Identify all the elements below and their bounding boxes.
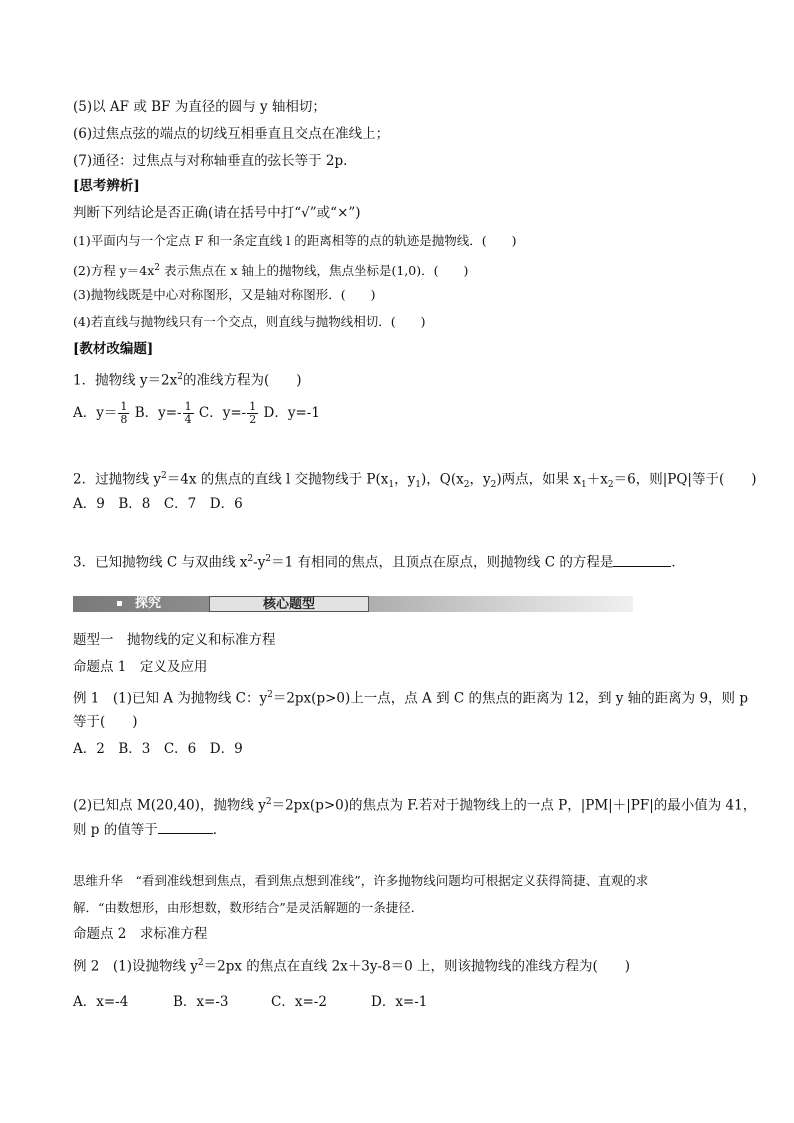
frac-den: 8: [120, 413, 128, 426]
q2-a: 2．过抛物线 y: [73, 471, 162, 488]
judge-2-a: (2)方程 y＝4x: [73, 263, 155, 279]
ex1-2-end: ．: [212, 822, 227, 838]
q2-g: ＋x: [586, 471, 608, 488]
type-1: [73, 631, 276, 649]
example-1-cont: [73, 713, 138, 731]
judge-3: [73, 286, 375, 304]
ex1-2-b: ＝2px(p>0)的焦点为 F.若对于抛物线上的一点 P，|PM|＋|PF|的最小值为 41，: [271, 797, 757, 814]
judge-2: [73, 259, 468, 280]
ex2-option-d: D．x=-1: [371, 994, 428, 1010]
example-1: [73, 686, 748, 708]
banner-label-explore: 探究: [135, 596, 162, 611]
ex1-2-answer-blank[interactable]: [158, 820, 213, 834]
q2-e: ，y: [469, 471, 491, 488]
point-2-text: 命题点 2 求标准方程: [73, 926, 208, 942]
q3-sup2: 2: [265, 554, 272, 564]
question-3: [73, 550, 685, 572]
q1-option-d: D．y=-1: [263, 405, 320, 421]
ex2-sup: 2: [197, 958, 204, 968]
frac-den: 4: [184, 413, 192, 426]
property-7-text: (7)通径：过焦点与对称轴垂直的弦长等于 2p.: [73, 153, 348, 169]
ex1-b: ＝2px(p>0)上一点，点 A 到 C 的焦点的距离为 12，到 y 轴的距离为 9，则 p: [272, 690, 748, 707]
q1-option-a: A．y＝: [73, 405, 118, 421]
q3-a: 3．已知抛物线 C 与双曲线 x: [73, 554, 248, 571]
insight-a: 思维升华 “看到准线想到焦点，看到焦点想到准线”，许多抛物线问题均可根据定义获得简捷、直观的求: [73, 873, 649, 888]
q1-a: 1．抛物线 y＝2x: [73, 372, 178, 389]
ex2-option-a: A．x=-4: [73, 994, 129, 1010]
example-1-options: [73, 740, 243, 758]
frac-den: 2: [249, 413, 257, 426]
question-2: [73, 467, 756, 494]
q2-b: ＝4x 的焦点的直线 l 交抛物线于 P(x: [166, 471, 389, 488]
q3-sup1: 2: [247, 554, 254, 564]
think-header: [73, 177, 140, 195]
q2-h: ＝6，则|PQ|等于( ): [613, 471, 757, 488]
question-2-options: [73, 495, 243, 513]
judge-4-text: (4)若直线与抛物线只有一个交点，则直线与抛物线相切．( ): [73, 314, 426, 329]
q2-sub5: 1: [581, 480, 587, 491]
q1-b: 的准线方程为( ): [182, 372, 302, 389]
property-6: [73, 125, 389, 143]
q1-c-fraction: [247, 401, 258, 426]
section-banner: [73, 596, 633, 614]
ex1-2-c: 则 p 的值等于: [73, 822, 158, 838]
point-1: [73, 658, 207, 676]
frac-num: 1: [249, 400, 257, 413]
ex2-a: 例 2 (1)设抛物线 y: [73, 958, 198, 975]
example-2-options: [73, 993, 427, 1011]
judge-3-text: (3)抛物线既是中心对称图形，又是轴对称图形．( ): [73, 287, 376, 302]
type-1-text: 题型一 抛物线的定义和标准方程: [73, 632, 276, 648]
example-1-part-2: [73, 793, 756, 815]
example-1-part-2-cont: [73, 820, 226, 839]
q1-a-fraction: [118, 401, 129, 426]
insight: [73, 872, 648, 890]
property-5-text: (5)以 AF 或 BF 为直径的圆与 y 轴相切；: [73, 99, 326, 115]
q1-b-fraction: [183, 401, 194, 426]
ex2-option-c: C．x=-2: [271, 994, 327, 1010]
q3-b: -y: [253, 554, 266, 571]
point-2: [73, 925, 207, 943]
insight-cont: [73, 899, 423, 917]
q3-end: ．: [671, 554, 685, 571]
judge-1: [73, 232, 517, 250]
frac-num: 1: [120, 400, 128, 413]
q2-sub3: 2: [463, 480, 470, 491]
judge-intro-text: 判断下列结论是否正确(请在括号中打“√”或“×”): [73, 205, 361, 221]
q2-sub4: 2: [490, 480, 497, 491]
question-1-options: [73, 398, 320, 428]
q2-sub6: 2: [607, 480, 614, 491]
ex2-option-b: B．x=-3: [173, 994, 229, 1010]
banner-square-icon: [117, 601, 122, 606]
q2-sub2: 1: [415, 480, 422, 491]
think-header-text: [思考辨析]: [73, 178, 140, 194]
ex1-2-a: (2)已知点 M(20,40)，抛物线 y: [73, 797, 266, 814]
property-6-text: (6)过焦点弦的端点的切线互相垂直且交点在准线上；: [73, 126, 390, 142]
point-1-text: 命题点 1 定义及应用: [73, 659, 208, 675]
insight-b: 解．“由数想形，由形想数，数形结合”是灵活解题的一条捷径．: [73, 900, 424, 915]
banner-label-core: 核心题型: [209, 596, 369, 612]
q2-sup: 2: [161, 471, 167, 481]
property-7: [73, 152, 347, 170]
ex1-sup: 2: [267, 690, 273, 700]
q2-sub1: 1: [388, 480, 395, 491]
judge-2-b: 表示焦点在 x 轴上的抛物线，焦点坐标是(1,0)．( ): [159, 263, 469, 279]
textbook-header: [73, 340, 153, 358]
judge-1-text: (1)平面内与一个定点 F 和一条定直线 l 的距离相等的点的轨迹是抛物线．( ): [73, 233, 517, 248]
judge-intro: [73, 204, 361, 222]
frac-num: 1: [184, 400, 192, 413]
ex1-options-text: A．2 B．3 C．6 D．9: [73, 741, 243, 757]
judge-2-sup: 2: [154, 263, 160, 273]
question-1: [73, 368, 302, 390]
textbook-header-text: [教材改编题]: [73, 341, 154, 357]
judge-4: [73, 313, 425, 331]
q1-option-c: C．y=-: [198, 405, 247, 421]
property-5: [73, 98, 326, 116]
q3-answer-blank[interactable]: [613, 553, 671, 567]
q2-d: )，Q(x: [421, 471, 464, 488]
q1-sup: 2: [177, 372, 183, 382]
ex2-b: ＝2px 的焦点在直线 2x＋3y-8＝0 上，则该抛物线的准线方程为( ): [203, 958, 631, 975]
ex1-2-sup: 2: [265, 797, 272, 807]
q1-option-b: B．y=-: [134, 405, 182, 421]
q2-f: )两点，如果 x: [496, 471, 582, 488]
q2-options-text: A．9 B．8 C．7 D．6: [73, 496, 243, 512]
q3-c: ＝1 有相同的焦点，且顶点在原点，则抛物线 C 的方程是: [271, 554, 614, 571]
ex1-c: 等于( ): [73, 714, 138, 730]
ex1-a: 例 1 (1)已知 A 为抛物线 C：y: [73, 690, 268, 707]
q2-c: ，y: [394, 471, 416, 488]
example-2: [73, 954, 630, 976]
